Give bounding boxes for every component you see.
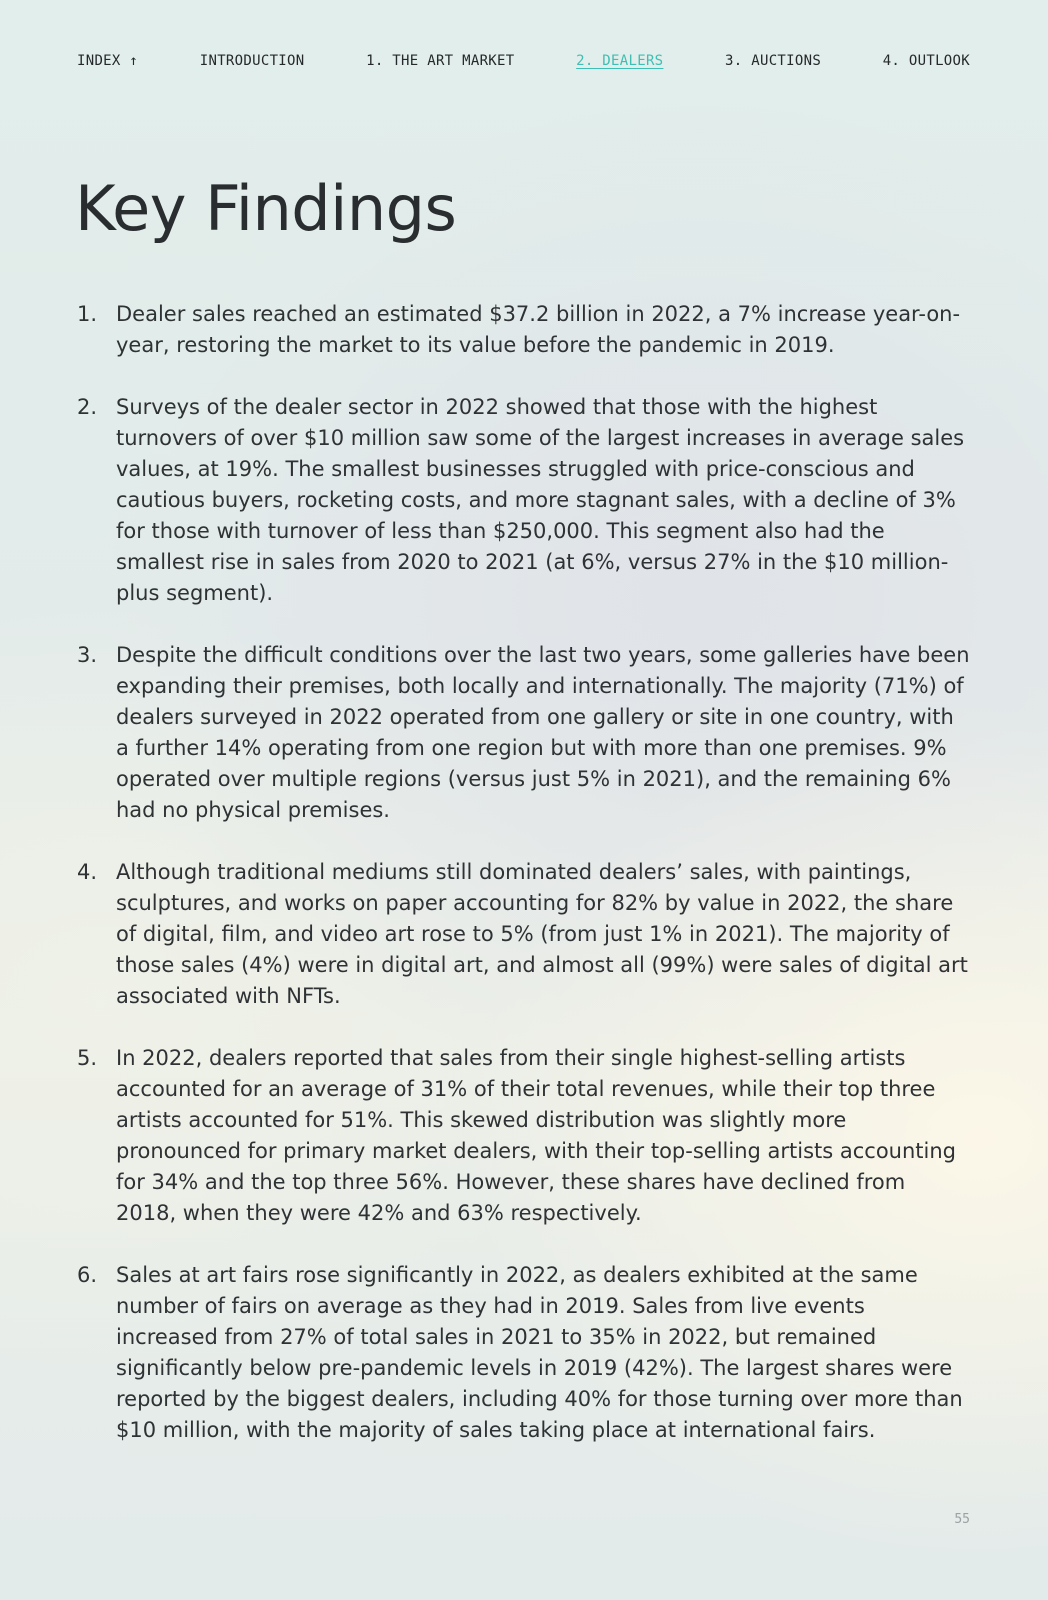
finding-number: 2. [77,395,98,419]
finding-item [77,857,972,1012]
finding-item [77,1043,972,1229]
finding-number: 1. [77,302,98,326]
nav-auctions-link[interactable]: 3. AUCTIONS [725,53,822,69]
nav-outlook-link[interactable]: 4. OUTLOOK [882,53,970,69]
finding-text: Dealer sales reached an estimated $37.2 billion in 2022, a 7% increase year-on-year, restoring the market to its value before the pandemic in 2019. [116,302,961,357]
finding-number: 4. [77,860,98,884]
finding-number: 5. [77,1046,98,1070]
finding-text: Surveys of the dealer sector in 2022 showed that those with the highest turnovers of over $10 million saw some of the largest increases in average sales values, at 19%. The smallest businesses struggled with price-conscious and cautious buyers, rocketing costs, and more stagnant sales, with a decline of 3% for those with turnover of less than $250,000. This segment also had the smallest rise in sales from 2020 to 2021 (at 6%, versus 27% in the $10 million-plus segment). [116,395,965,605]
top-navigation [77,53,970,69]
nav-introduction-link[interactable]: INTRODUCTION [199,53,305,69]
finding-item [77,640,972,826]
finding-item [77,1260,972,1446]
finding-text: Sales at art fairs rose significantly in 2022, as dealers exhibited at the same number of fairs on average as they had in 2019. Sales from live events increased from 27% of total sales in 2021 to 35% in 2022, but remained significantly below pre-pandemic levels in 2019 (42%). The largest shares were reported by the biggest dealers, including 40% for those turning over more than $10 million, with the majority of sales taking place at international fairs. [116,1263,963,1442]
finding-text: In 2022, dealers reported that sales from their single highest-selling artists accounted for an average of 31% of their total revenues, while their top three artists accounted for 51%. This skewed distribution was slightly more pronounced for primary market dealers, with their top-selling artists accounting for 34% and the top three 56%. However, these shares have declined from 2018, when they were 42% and 63% respectively. [116,1046,957,1225]
key-findings-list [77,299,972,1477]
finding-text: Despite the difficult conditions over the last two years, some galleries have been expanding their premises, both locally and internationally. The majority (71%) of dealers surveyed in 2022 operated from one gallery or site in one country, with a further 14% operating from one region but with more than one premises. 9% operated over multiple regions (versus just 5% in 2021), and the remaining 6% had no physical premises. [116,643,970,822]
nav-art-market-link[interactable]: 1. THE ART MARKET [366,53,515,69]
finding-text: Although traditional mediums still dominated dealers’ sales, with paintings, sculptures, and works on paper accounting for 82% by value in 2022, the share of digital, film, and video art rose to 5% (from just 1% in 2021). The majority of those sales (4%) were in digital art, and almost all (99%) were sales of digital art associated with NFTs. [116,860,968,1008]
finding-number: 6. [77,1263,98,1287]
finding-item [77,299,972,361]
finding-number: 3. [77,643,98,667]
page-number: 55 [954,1512,970,1527]
nav-dealers-link[interactable]: 2. DEALERS [576,53,664,69]
finding-item [77,392,972,609]
page-title: Key Findings [75,172,457,245]
nav-index-link[interactable]: INDEX ↑ [77,53,139,69]
